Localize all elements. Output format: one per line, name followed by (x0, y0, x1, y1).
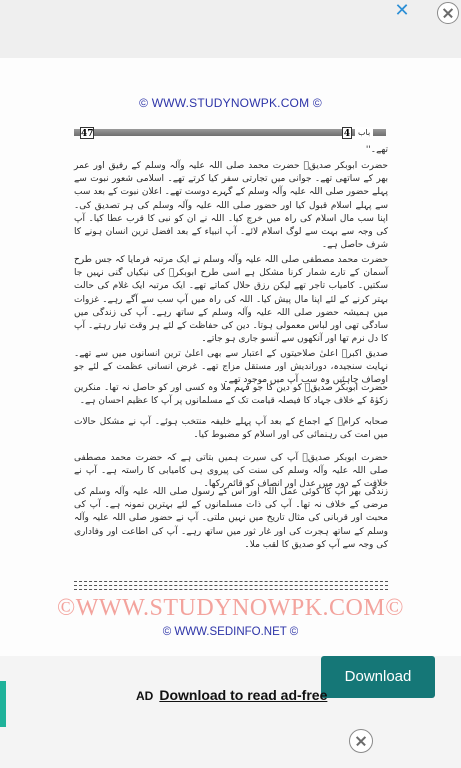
watermark-bottom: © WWW.SEDINFO.NET © (162, 626, 299, 638)
ad-tag: AD (136, 689, 154, 703)
ad-accent-strip (0, 681, 6, 727)
top-ad-banner (0, 0, 461, 58)
document-page (0, 58, 461, 656)
page-number: 47 (81, 129, 94, 139)
paragraph-1: حضرت ابوبکر صدیقؓ حضرت محمد صلی اللہ علیہ وآلہ وسلم کے رفیق اور عمر بھر کے ساتھی تھے۔ جوانی میں تجارتی سفر کیا کرتے تھے۔ اسلامی شعور نبوت سے پہلے حضور صلی اللہ علیہ وآلہ وسلم کے گہرے دوست تھے۔ اعلان نبوت کے بعد سب سے پہلے اسلام قبول کیا اور حضور صلی اللہ علیہ وآلہ وسلم کی ہر تصدیق کی۔ اپنا سب مال اسلام کی راہ میں خرچ کیا۔ اللہ نے ان کو نبی کا قرب عطا کیا۔ آپ کی وجہ سے بہت سے لوگ اسلام لائے۔ آپ انبیاء کے بعد افضل ترین انسان ہونے کا شرف حاصل ہے۔ (74, 161, 388, 251)
paragraph-0: تھے۔'' (365, 145, 388, 155)
ad-dismiss-icon[interactable]: ✕ (394, 0, 410, 21)
chapter-number: 4 (343, 129, 351, 139)
divider-dashed (74, 589, 388, 590)
close-ad-icon[interactable] (349, 729, 373, 753)
chapter-label: باب (355, 127, 373, 139)
paragraph-2: حضرت محمد مصطفی صلی اللہ علیہ وآلہ وسلم نے ایک مرتبہ فرمایا کہ جس طرح آسمان کے تارے شمار کرنا مشکل ہے اسی طرح ابوبکرؓ کی نیکیاں گنی نہیں جا سکتیں۔ کامیاب تاجر تھے لیکن رزق حلال کماتے تھے۔ ایک مرتبہ ایک غلام کی حالت بہتر کرنے کے لئے اپنا مال پیش کیا۔ اللہ کی راہ میں آپ سب سے آگے رہے۔ غزوات میں ہمیشہ حضور صلی اللہ علیہ وآلہ وسلم کے ساتھ رہے۔ آپ کی زندگی میں سادگی تھی اور لباس معمولی ہوتا۔ دین کی حفاظت کے لئے ہر وقت تیار رہتے۔ آپ کا دل نرم تھا اور آنکھوں سے آنسو جاری ہو جاتے۔ (74, 255, 388, 345)
paragraph-3: صدیق اکبرؓ اعلیٰ صلاحیتوں کے اعتبار سے بھی اعلیٰ ترین انسانوں میں سے تھے۔ نہایت سنجیدہ، دوراندیش اور مستقل مزاج تھے۔ غرض انسانی عظمت کے لئے جو اوصاف چاہئیں وہ سب آپ میں موجود تھے۔ (74, 349, 388, 386)
paragraph-4: حضرت ابوبکر صدیقؓ کو دین کا جو فہم ملا وہ کسی اور کو حاصل نہ تھا۔ منکرین زکوٰۃ کے خلاف جہاد کا فیصلہ قیامت تک کے مسلمانوں پر آپ کا عظیم احسان ہے۔ (74, 383, 388, 407)
watermark-top: © WWW.STUDYNOWPK.COM © (139, 96, 322, 110)
chapter-header-bar (74, 127, 386, 139)
bottom-ad-banner (0, 656, 461, 768)
ad-text-line (136, 687, 327, 703)
paragraph-5: صحابہ کرامؓ کے اجماع کے بعد آپ پہلے خلیفہ منتخب ہوئے۔ آپ نے مشکل حالات میں امت کی رہنمائی کی اور اسلام کو مضبوط کیا۔ (74, 417, 388, 441)
close-icon[interactable] (437, 2, 459, 24)
paragraph-7: زندگی بھر آپ کا کوئی عمل اللہ اور اس کے رسول صلی اللہ علیہ وآلہ وسلم کی مرضی کے خلاف نہ تھا۔ آپ کی ذات مسلمانوں کے لئے بہترین نمونہ ہے۔ آپ کی محبت اور قربانی کی مثال تاریخ میں نہیں ملتی۔ آپ نے حضور صلی اللہ علیہ وآلہ وسلم کے ساتھ ہجرت کی اور غار ثور میں ساتھ رہے۔ آپ کی اطاعت اور وفاداری کی وجہ سے آپ کو صدیق کا لقب ملا۔ (74, 487, 388, 550)
header-rule (74, 129, 386, 136)
divider-dashed (74, 581, 388, 582)
watermark-large: ©WWW.STUDYNOWPK.COM© (57, 595, 404, 621)
divider-dashed (74, 585, 388, 586)
download-button[interactable]: Download (321, 656, 435, 698)
paragraph-6: حضرت ابوبکر صدیقؓ آپ کی سیرت ہمیں بتاتی ہے کہ حضرت محمد مصطفی صلی اللہ علیہ وآلہ وسلم کی سنت کی پیروی ہی کامیابی کا راستہ ہے۔ آپ نے خلافت کے دور میں عدل اور انصاف کو قائم رکھا۔ (74, 453, 388, 490)
ad-free-link[interactable]: Download to read ad-free (159, 687, 328, 703)
